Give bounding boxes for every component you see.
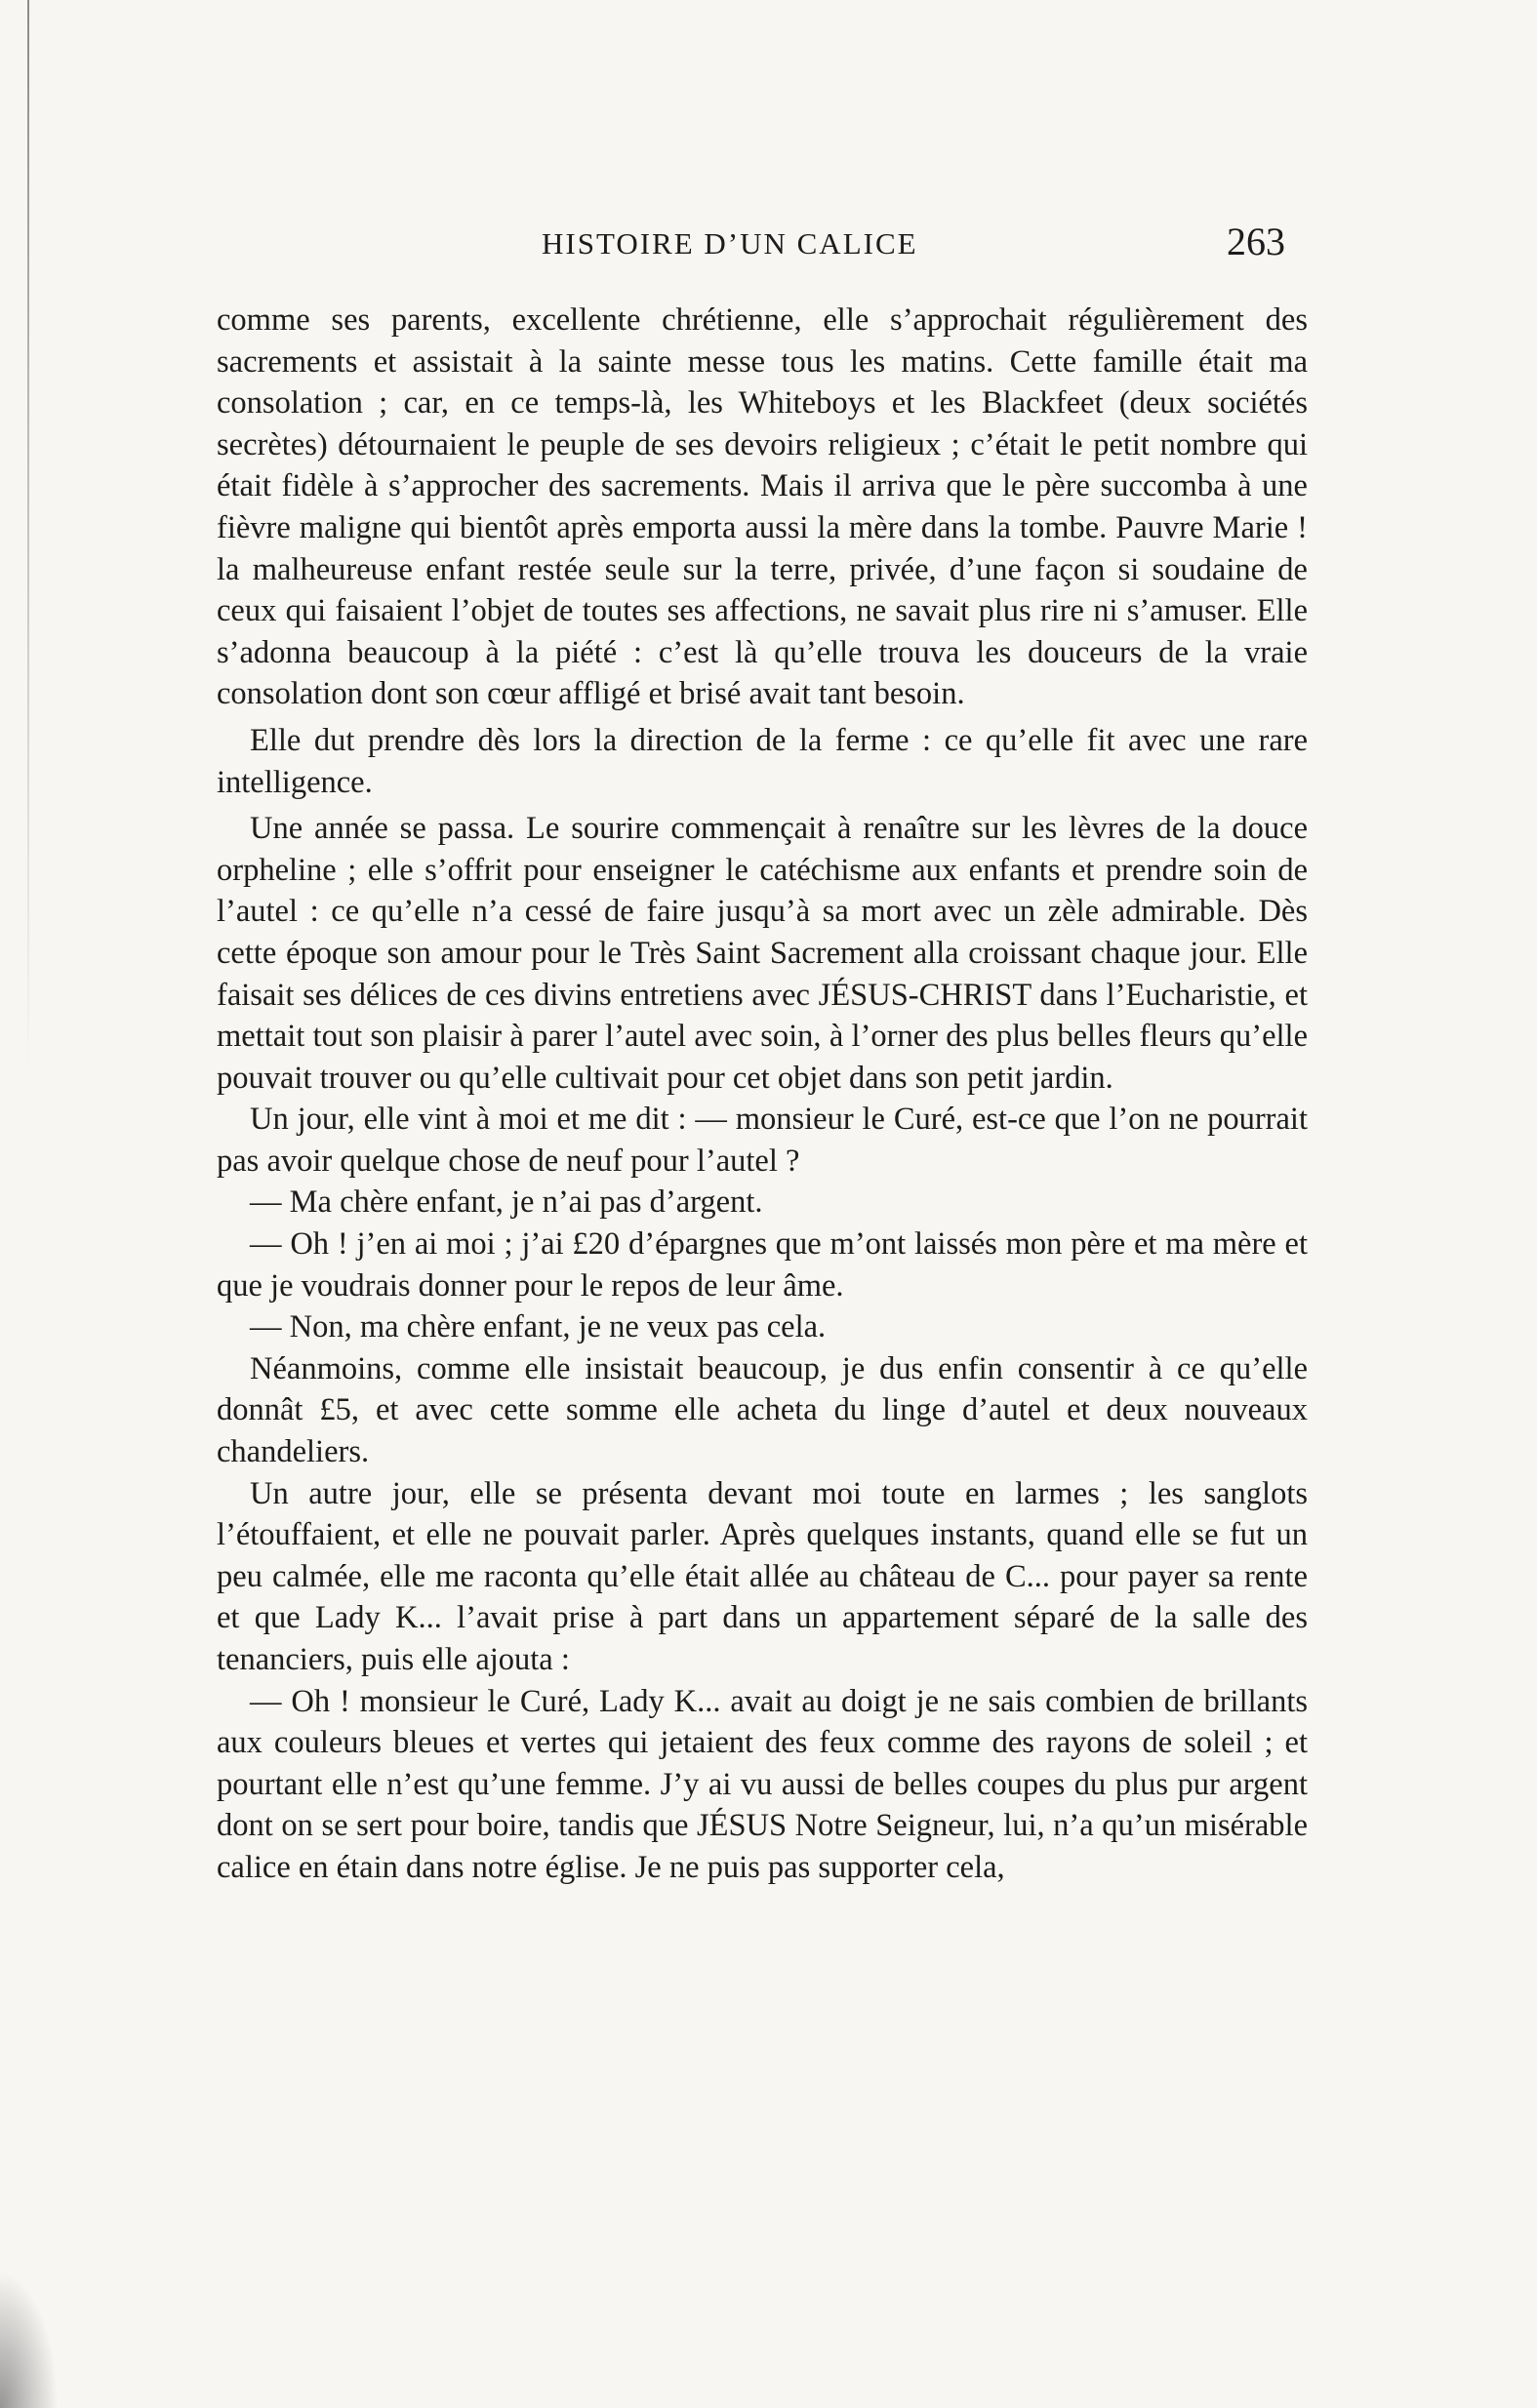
- page-number: 263: [1227, 220, 1285, 263]
- page-corner-shadow: [0, 2271, 59, 2408]
- paragraph: Elle dut prendre dès lors la direction de la ferme : ce qu’elle fit avec une rare intelligence.: [217, 722, 1308, 800]
- page-edge-line: [27, 0, 29, 1073]
- paragraph: comme ses parents, excellente chrétienne, elle s’approchait régulièrement des sacrements et assistait à la sainte messe tous les matins. Cette famille était ma consolation ; car, en ce temps-là, les Whiteboys et les Blackfeet (deux sociétés secrètes) détournaient le peuple de ses devoirs religieux ; c’était le petit nombre qui était fidèle à s’approcher des sacrements. Mais il arriva que le père succomba à une fièvre maligne qui bientôt après emporta aussi la mère dans la tombe. Pauvre Marie ! la malheureuse enfant restée seule sur la terre, privée, d’une façon si soudaine de ceux qui faisaient l’objet de toutes ses affections, ne savait plus rire ni s’amuser. Elle s’adonna beaucoup à la piété : c’est là qu’elle trouva les douceurs de la vraie consolation dont son cœur affligé et brisé avait tant besoin.: [217, 302, 1308, 712]
- body-text: [217, 300, 1308, 1889]
- dialogue-line: — Oh ! j’en ai moi ; j’ai £20 d’épargnes que m’ont laissés mon père et ma mère et que je voudrais donner pour le repos de leur âme.: [217, 1226, 1308, 1304]
- dialogue-line: — Oh ! monsieur le Curé, Lady K... avait au doigt je ne sais combien de brillants aux couleurs bleues et vertes qui jetaient des feux comme des rayons de soleil ; et pourtant elle n’est qu’une femme. J’y ai vu aussi de belles coupes du plus pur argent dont on se sert pour boire, tandis que JÉSUS Notre Seigneur, lui, n’a qu’un misérable calice en étain dans notre église. Je ne puis pas supporter cela,: [217, 1683, 1308, 1885]
- running-title: HISTOIRE D’UN CALICE: [542, 226, 918, 261]
- paragraph: Un jour, elle vint à moi et me dit : — monsieur le Curé, est-ce que l’on ne pourrait pas avoir quelque chose de neuf pour l’autel ?: [217, 1102, 1308, 1179]
- paragraph: Néanmoins, comme elle insistait beaucoup, je dus enfin consentir à ce qu’elle donnât £5, et avec cette somme elle acheta du linge d’autel et deux nouveaux chandeliers.: [217, 1350, 1308, 1470]
- dialogue-line: — Ma chère enfant, je n’ai pas d’argent.: [250, 1184, 763, 1221]
- paragraph: Un autre jour, elle se présenta devant moi toute en larmes ; les sanglots l’étouffaient, et elle ne pouvait parler. Après quelques instants, quand elle se fut un peu calmée, elle me raconta qu’elle était allée au château de C... pour payer sa rente et que Lady K... l’avait prise à part dans un appartement séparé de la salle des tenanciers, puis elle ajouta :: [217, 1475, 1308, 1677]
- dialogue-line: — Non, ma chère enfant, je ne veux pas cela.: [250, 1309, 827, 1345]
- paragraph: Une année se passa. Le sourire commençait à renaître sur les lèvres de la douce orpheline ; elle s’offrit pour enseigner le catéchisme aux enfants et prendre soin de l’autel : ce qu’elle n’a cessé de faire jusqu’à sa mort avec un zèle admirable. Dès cette époque son amour pour le Très Saint Sacrement alla croissant chaque jour. Elle faisait ses délices de ces divins entretiens avec JÉSUS-CHRIST dans l’Eucharistie, et mettait tout son plaisir à parer l’autel avec soin, à l’orner des plus belles fleurs qu’elle pouvait trouver ou qu’elle cultivait pour cet objet dans son petit jardin.: [217, 811, 1308, 1096]
